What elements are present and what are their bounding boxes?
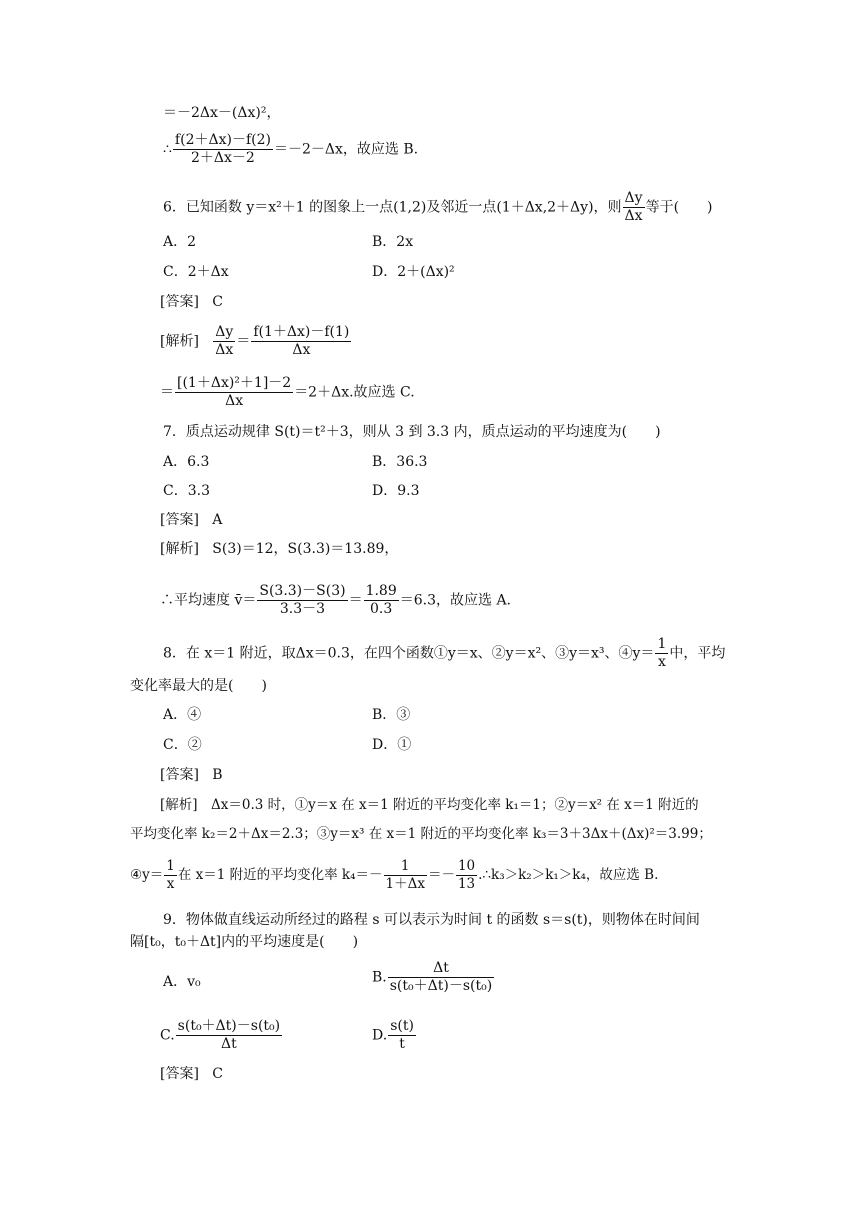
fraction: $\frac{1}{1+\Delta x}$: [385, 858, 425, 892]
option-b: B．2x: [372, 234, 414, 250]
option-d: D. $\frac{s(t)}{t}$: [372, 1018, 414, 1052]
fraction: $\frac{\text{[(1＋Δx)²＋1]－2}}{\Delta x}$: [177, 375, 292, 409]
explanation-line: [解析] Δx＝0.3 时，①y＝x 在 x＝1 附近的平均变化率 k₁＝1；②y＝x² 在 x＝1 附近的: [160, 797, 699, 813]
fraction: $\frac{\Delta y}{\Delta x}$: [624, 190, 643, 224]
fraction: $\frac{s(t)}{t}$: [390, 1018, 414, 1052]
question-9: 9．物体做直线运动所经过的路程 s 可以表示为时间 t 的函数 s＝s(t)，则物体在时间间: [163, 912, 700, 928]
fraction: $\frac{\Delta y}{\Delta x}$: [215, 324, 234, 358]
option-a: A．④: [163, 707, 202, 723]
question-8: 8．在 x＝1 附近，取Δx＝0.3，在四个函数①y＝x、②y＝x²、③y＝x³、④y＝ $\frac{1}{x}$ 中，平均: [163, 636, 726, 670]
option-b: B．③: [372, 707, 411, 723]
explanation-line: [解析] S(3)＝12，S(3.3)＝13.89，: [160, 541, 399, 557]
option-b: B．36.3: [372, 454, 428, 470]
option-a: A．v₀: [163, 974, 201, 990]
option-c: C. $\frac{\text{s(t₀＋Δt)－s(t₀)}}{\Delta t}$: [160, 1018, 281, 1052]
answer-line: [答案] B: [160, 767, 223, 783]
option-b: B. $\frac{\Delta t}{\text{s(t₀＋Δt)－s(t₀)}}$: [372, 960, 493, 994]
fraction: $\frac{10}{13}$: [457, 858, 476, 892]
line-continuation: ＝－2Δx－(Δx)²，: [163, 105, 281, 121]
fraction: $\frac{f(1+\Delta x)-f(1)}{\Delta x}$: [253, 324, 350, 358]
line-conclusion-q5: ∴ $\frac{f(2+\Delta x)-f(2)}{2+\Delta x-2}$ ＝－2－Δx，故应选 B.: [163, 132, 419, 166]
question-8-continued: 变化率最大的是( ): [130, 678, 267, 694]
fraction: $\frac{1}{x}$: [166, 858, 175, 892]
question-7: 7．质点运动规律 S(t)＝t²＋3，则从 3 到 3.3 内，质点运动的平均速度为( ): [163, 424, 661, 440]
fraction: $\frac{1.89}{0.3}$: [365, 583, 397, 617]
question-6: 6．已知函数 y＝x²＋1 的图象上一点(1,2)及邻近一点(1＋Δx,2＋Δy)，则 $\frac{\Delta y}{\Delta x}$ 等于( ): [163, 190, 713, 224]
option-a: A．6.3: [163, 454, 210, 470]
explanation-line-2: ＝ $\frac{\text{[(1＋Δx)²＋1]－2}}{\Delta x}$ ＝2＋Δx.故应选 C.: [160, 375, 415, 409]
option-c: C．3.3: [163, 483, 210, 499]
explanation-line-2: 平均变化率 k₂＝2＋Δx＝2.3；③y＝x³ 在 x＝1 附近的平均变化率 k₃＝3＋3Δx＋(Δx)²＝3.99；: [130, 826, 712, 842]
option-c: C．②: [163, 737, 202, 753]
explanation-line-3: ④y＝ $\frac{1}{x}$ 在 x＝1 附近的平均变化率 k₄＝－ $\frac{1}{1+\Delta x}$ ＝－ $\frac{10}{13}$ .∴k₃＞k₂＞k₁＞k₄，故应选 B.: [130, 858, 659, 892]
fraction: $\frac{f(2+\Delta x)-f(2)}{2+\Delta x-2}$: [174, 132, 271, 166]
option-a: A．2: [163, 234, 197, 250]
fraction: $\frac{\Delta t}{\text{s(t₀＋Δt)－s(t₀)}}$: [389, 960, 493, 994]
option-c: C．2＋Δx: [163, 264, 229, 280]
fraction: $\frac{1}{x}$: [657, 636, 667, 670]
option-d: D．9.3: [372, 483, 420, 499]
answer-line: [答案] C: [160, 294, 224, 310]
fraction: $\frac{S(3.3)-S(3)}{3.3-3}$: [259, 583, 346, 617]
fraction: $\frac{\text{s(t₀＋Δt)－s(t₀)}}{\Delta t}$: [177, 1018, 281, 1052]
explanation-line: [解析] $\frac{\Delta y}{\Delta x}$ ＝ $\frac{f(1+\Delta x)-f(1)}{\Delta x}$: [160, 324, 350, 358]
question-9-continued: 隔[t₀，t₀＋Δt]内的平均速度是( ): [130, 934, 359, 950]
option-d: D．2＋(Δx)²: [372, 264, 455, 280]
answer-line: [答案] C: [160, 1066, 224, 1082]
option-d: D．①: [372, 737, 412, 753]
answer-line: [答案] A: [160, 512, 223, 528]
explanation-line-2: ∴平均速度 v̄＝ $\frac{S(3.3)-S(3)}{3.3-3}$ ＝ $\frac{1.89}{0.3}$ ＝6.3，故应选 A.: [160, 583, 512, 617]
